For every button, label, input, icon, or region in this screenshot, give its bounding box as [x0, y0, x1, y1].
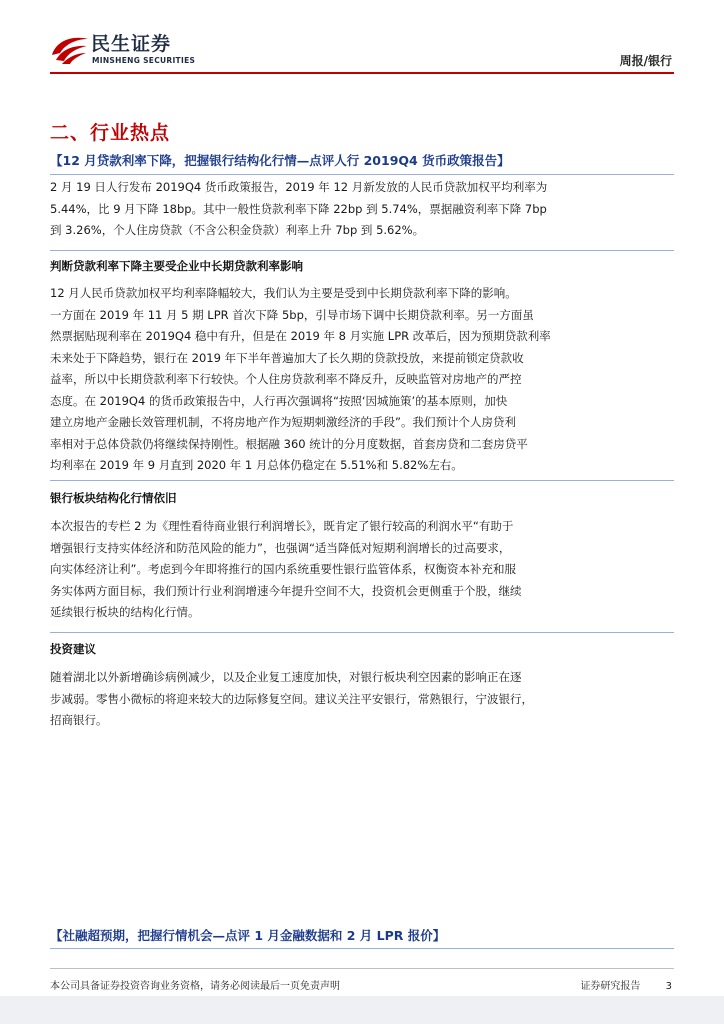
page-number: 3: [665, 981, 672, 992]
logo-chinese-text: 民生证券: [91, 33, 172, 55]
paragraph-divider: [50, 250, 674, 251]
text-line: 均利率在 2019 年 9 月直到 2020 年 1 月总体仍稳定在 5.51%和 5.82%左右。: [50, 458, 463, 472]
investment-advice-paragraph: [50, 667, 650, 732]
text-line: 12 月人民币贷款加权平均利率降幅较大，我们认为主要是受到中长期贷款利率下降的影响。: [50, 286, 517, 300]
text-line: 一方面在 2019 年 11 月 5 期 LPR 首次下降 5bp，引导市场下调中长期贷款利率。另一方面虽: [50, 307, 534, 322]
title-underline: [50, 948, 674, 949]
paragraph-divider: [50, 632, 674, 633]
text-line: 态度。在 2019Q4 的货币政策报告中，人行再次强调将“按照‘因城施策’的基本原则，加快: [50, 393, 508, 408]
minsheng-logo-icon: [50, 33, 90, 65]
footer-divider: [50, 968, 674, 969]
disclaimer-text: 本公司具备证券投资咨询业务资格，请务必阅读最后一页免责声明: [50, 981, 340, 992]
text-line: 向实体经济让利”。考虑到今年即将推行的国内系统重要性银行监管体系，权衡资本补充和服: [50, 562, 516, 576]
text-line: 然票据贴现利率在 2019Q4 稳中有升，但是在 2019 年 8 月实施 LPR 改革后，因为预期贷款利率: [50, 329, 551, 343]
report-type-label: 周报/银行: [619, 54, 672, 68]
footer-right: [558, 977, 672, 992]
subheading-loan-rate: 判断贷款利率下降主要受企业中长期贷款利率影响: [50, 259, 303, 273]
logo-english-text: MINSHENG SECURITIES: [92, 56, 196, 65]
text-line: 5.44%，比 9 月下降 18bp。其中一般性贷款利率下降 22bp 到 5.74%，票据融资利率下降 7bp: [50, 201, 547, 216]
article-title: 【社融超预期，把握行情机会—点评 1 月金融数据和 2 月 LPR 报价】: [50, 928, 446, 943]
text-line: 本次报告的专栏 2 为《理性看待商业银行利润增长》，既肯定了银行较高的利润水平“有助于: [50, 519, 514, 533]
text-line: 建立房地产金融长效管理机制，不将房地产作为短期刺激经济的手段”。我们预计个人房贷利: [50, 415, 516, 429]
bottom-bar: [0, 996, 724, 1024]
subheading-bank-sector: 银行板块结构化行情依旧: [50, 491, 177, 505]
article-title: 【12 月贷款利率下降，把握银行结构化行情—点评人行 2019Q4 货币政策报告】: [50, 153, 510, 168]
intro-paragraph: [50, 177, 650, 242]
page-footer: [0, 968, 724, 996]
text-line: 2 月 19 日人行发布 2019Q4 货币政策报告，2019 年 12 月新发放的人民币贷款加权平均利率为: [50, 180, 548, 194]
text-line: 增强银行支持实体经济和防范风险的能力”，也强调“适当降低对短期利润增长的过高要求，: [50, 540, 511, 555]
header-divider: [50, 72, 674, 74]
text-line: 率相对于总体贷款仍将继续保持刚性。根据融 360 统计的分月度数据，首套房贷和二套房贷平: [50, 436, 528, 451]
page-header: [0, 0, 724, 80]
text-line: 到 3.26%，个人住房贷款（不含公积金贷款）利率上升 7bp 到 5.62%。: [50, 223, 425, 237]
text-line: 延续银行板块的结构化行情。: [50, 605, 200, 619]
paragraph-divider: [50, 480, 674, 481]
section-title: 二、行业热点: [50, 122, 171, 144]
text-line: 招商银行。: [50, 713, 108, 727]
bank-sector-paragraph: [50, 516, 650, 624]
text-line: 务实体两方面目标，我们预计行业利润增速今年提升空间不大，投资机会更侧重于个股，继续: [50, 583, 522, 598]
title-underline: [50, 174, 674, 175]
text-line: 步减弱。零售小微标的将迎来较大的边际修复空间。建议关注平安银行，常熟银行，宁波银行，: [50, 691, 533, 706]
text-line: 随着湖北以外新增确诊病例减少，以及企业复工速度加快，对银行板块利空因素的影响正在逐: [50, 670, 522, 684]
text-line: 未来处于下降趋势，银行在 2019 年下半年普遍加大了长久期的贷款投放，来提前锁定贷款收: [50, 350, 524, 365]
doc-type-label: 证券研究报告: [580, 981, 641, 992]
loan-rate-paragraph: [50, 283, 650, 477]
text-line: 益率，所以中长期贷款利率下行较快。个人住房贷款利率不降反升，反映监管对房地产的严控: [50, 372, 522, 386]
subheading-investment-advice: 投资建议: [50, 642, 96, 656]
